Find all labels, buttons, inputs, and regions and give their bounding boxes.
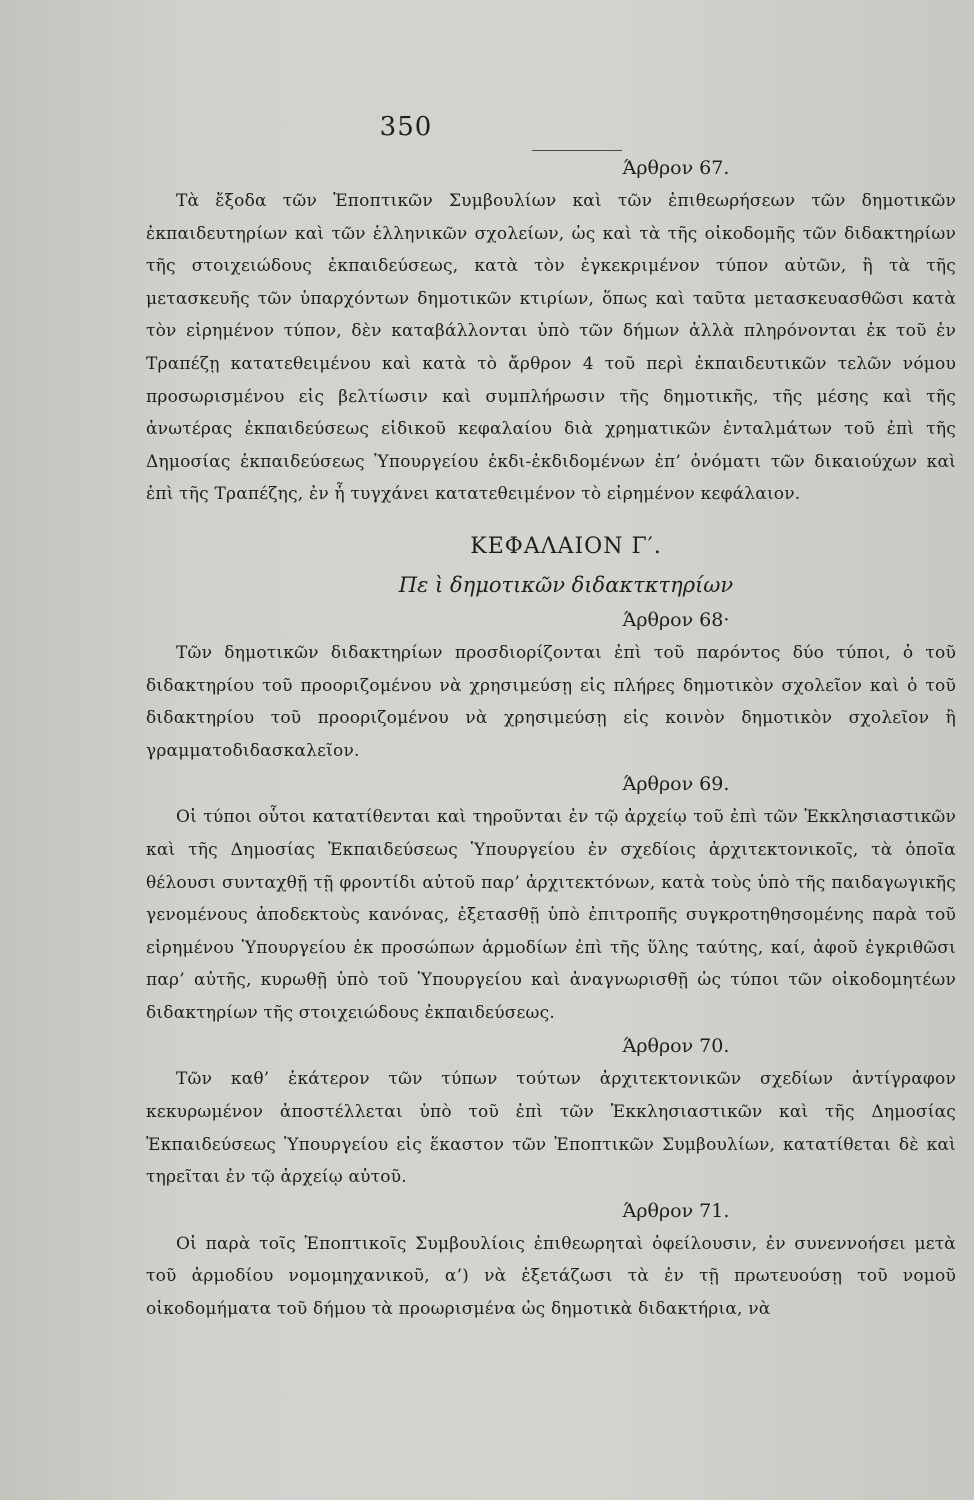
article-text: Τὰ ἔξοδα τῶν Ἐποπτικῶν Συμβουλίων καὶ τῶν ἐπιθεωρήσεων τῶν δημοτικῶν ἐκπαιδευτηρίων καὶ τῶν ἑλληνικῶν σχολείων, ὡς καὶ τὰ τῆς οἰκοδομῆς τῶν διδακτηρίων τῆς στοιχειώδους ἐκπαιδεύσεως, κατὰ τὸν ἐγκεκριμένον τύπον αὐτῶν, ἢ τὰ τῆς μετασκευῆς τῶν ὑπαρχόντων δημοτικῶν κτιρίων, ὅπως καὶ ταῦτα μετασκευασθῶσι κατὰ τὸν εἰρημένον τύπον, δὲν καταβάλλονται ὑπὸ τῶν δήμων ἀλλὰ πληρόνονται ἐκ τοῦ ἐν Τραπέζῃ κατατεθειμένου καὶ κατὰ τὸ ἄρθρον 4 τοῦ περὶ ἐκπαιδευτικῶν τελῶν νόμου προσωρισμένου εἰς βελτίωσιν καὶ συμπλήρωσιν τῆς δημοτικῆς, τῆς μέσης καὶ τῆς ἀνωτέρας ἐκπαιδεύσεως εἰδικοῦ κεφαλαίου διὰ χρηματικῶν ἐνταλμάτων τοῦ ἐπὶ τῆς Δημοσίας ἐκπαιδεύσεως Ὑπουργείου ἐκδι-ἐκδιδομένων ἐπ’ ὀνόματι τῶν δικαιούχων καὶ ἐπὶ τῆς Τραπέζης, ἐν ἧ τυγχάνει κατατεθειμένον τὸ εἰρημένον κεφάλαιον.	[146, 191, 956, 505]
article-text: Τῶν καθ’ ἑκάτερον τῶν τύπων τούτων ἀρχιτεκτονικῶν σχεδίων ἀντίγραφον κεκυρωμένον ἀποστέλλεται ὑπὸ τοῦ ἐπὶ τῶν Ἐκκλησιαστικῶν καὶ τῆς Δημοσίας Ἐκπαιδεύσεως Ὑπουργείου εἰς ἕκαστον τῶν Ἐποπτικῶν Συμβουλίων, κατατίθεται δὲ καὶ τηρεῖται ἐν τῷ ἀρχείῳ αὐτοῦ.	[146, 1069, 956, 1188]
article-text: Οἱ παρὰ τοῖς Ἐποπτικοῖς Συμβουλίοις ἐπιθεωρηταὶ ὀφείλουσιν, ἐν συνεννοήσει μετὰ τοῦ ἁρμοδίου νομομηχανικοῦ, α’) νὰ ἐξετάζωσι τὰ ἐν τῇ πρωτευούσῃ τοῦ νομοῦ οἰκοδομήματα τοῦ δήμου τὰ προωρισμένα ὡς δημοτικὰ διδακτήρια, νὰ	[146, 1233, 956, 1320]
article-text: Οἱ τύποι οὗτοι κατατίθενται καὶ τηροῦνται ἐν τῷ ἀρχείῳ τοῦ ἐπὶ τῶν Ἐκκλησιαστικῶν καὶ τῆς Δημοσίας Ἐκπαιδεύσεως Ὑπουργείου ἐν σχεδίοις ἀρχιτεκτονικοῖς, τὰ ὁποῖα θέλουσι συνταχθῇ τῇ φροντίδι αὐτοῦ παρ’ ἀρχιτεκτόνων, κατὰ τοὺς ὑπὸ τῆς παιδαγωγικῆς γενομένους ἀποδεκτοὺς κανόνας, ἐξετασθῇ ὑπὸ ἐπιτροπῆς συγκροτηθησομένης παρὰ τοῦ εἰρημένου Ὑπουργείου ἐκ προσώπων ἁρμοδίων ἐπὶ τῆς ὕλης ταύτης, καί, ἀφοῦ ἐγκριθῶσι παρ’ αὐτῆς, κυρωθῇ ὑπὸ τοῦ Ὑπουργείου καὶ ἀναγνωρισθῇ ὡς τύποι τῶν οἰκοδομητέων διδακτηρίων τῆς στοιχειώδους ἐκπαιδεύσεως.	[146, 807, 956, 1023]
article-68	[146, 603, 956, 767]
article-heading: Άρθρον 71.	[622, 1199, 730, 1222]
article-text: Τῶν δημοτικῶν διδακτηρίων προσδιορίζονται ἐπὶ τοῦ παρόντος δύο τύποι, ὁ τοῦ διδακτηρίου τοῦ προοριζομένου νὰ χρησιμεύσῃ εἰς πλήρες δημοτικὸν σχολεῖον καὶ ὁ τοῦ διδακτηρίου τοῦ προοριζομένου νὰ χρησιμεύσῃ εἰς κοινὸν δημοτικὸν σχολεῖον ἢ γραμματοδιδασκαλεῖον.	[146, 642, 956, 761]
page-number: 350	[379, 112, 433, 142]
article-heading: Άρθρον 68·	[622, 608, 730, 631]
article-70	[146, 1029, 956, 1193]
article-67	[146, 151, 956, 511]
chapter-title: ΚΕΦΑΛΑΙΟΝ Γ′.	[470, 533, 662, 559]
article-69	[146, 767, 956, 1029]
article-heading: Άρθρον 67.	[622, 157, 730, 179]
article-heading: Άρθρον 69.	[622, 773, 730, 796]
article-71	[146, 1194, 956, 1326]
article-heading: Άρθρον 70.	[622, 1035, 730, 1058]
chapter-subtitle: Πε ὶ δημοτικῶν διδακτκτηρίων	[398, 572, 734, 597]
